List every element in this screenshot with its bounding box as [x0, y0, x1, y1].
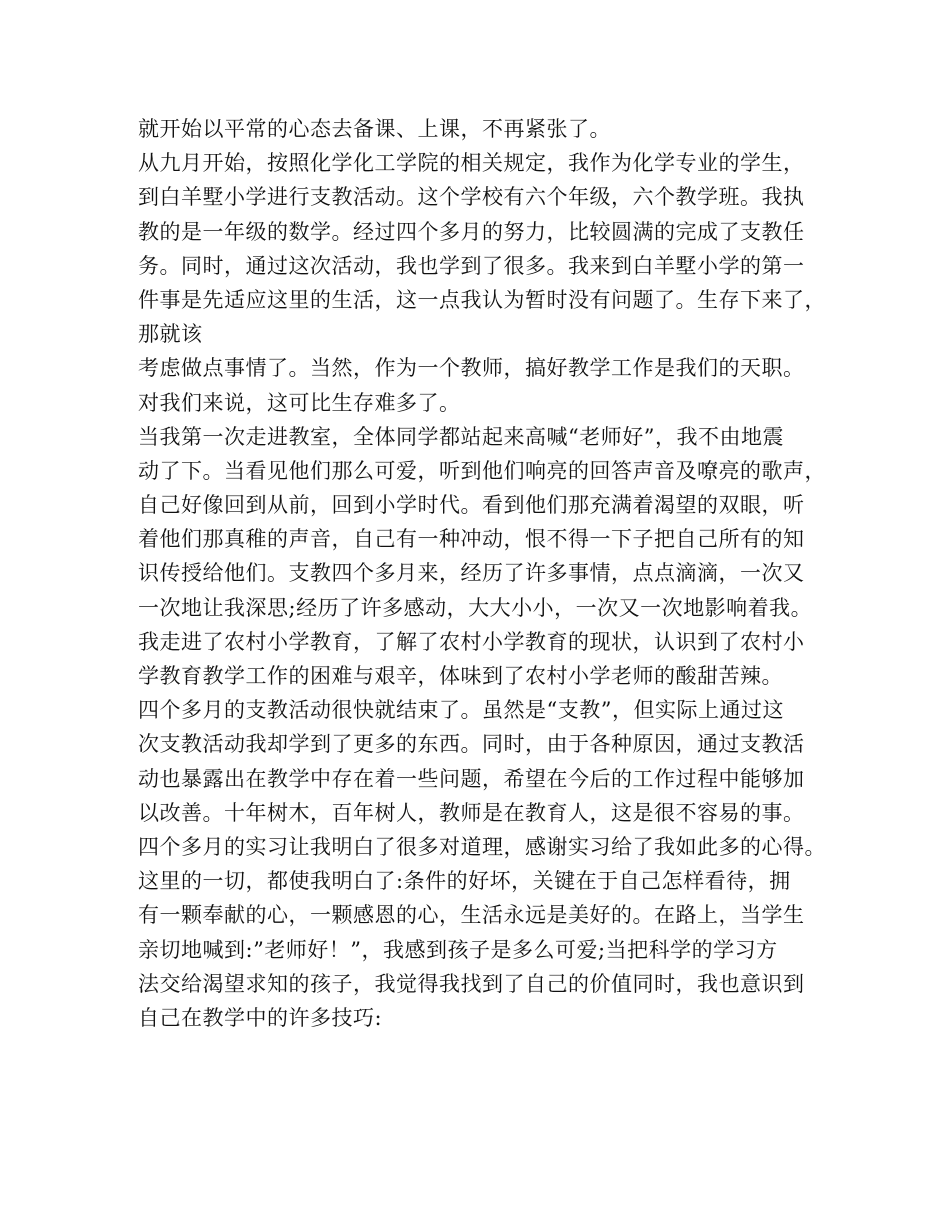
text-line: 动了下。当看见他们那么可爱，听到他们响亮的回答声音及嘹亮的歌声，	[138, 458, 826, 483]
text-line: 自己好像回到从前，回到小学时代。看到他们那充满着渴望的双眼，听	[138, 493, 805, 518]
text-line: 识传授给他们。支教四个多月来，经历了许多事情，点点滴滴，一次又	[138, 561, 805, 586]
text-line: 学教育教学工作的困难与艰辛，体味到了农村小学老师的酸甜苦辣。	[138, 664, 783, 688]
text-line: 件事是先适应这里的生活，这一点我认为暂时没有问题了。生存下来了，	[138, 287, 826, 312]
text-line: 对我们来说，这可比生存难多了。	[138, 390, 461, 415]
text-line: 着他们那真稚的声音，自己有一种冲动，恨不得一下子把自己所有的知	[138, 527, 805, 552]
text-line: 考虑做点事情了。当然，作为一个教师，搞好教学工作是我们的天职。	[138, 356, 805, 381]
text-line: 到白羊墅小学进行支教活动。这个学校有六个年级，六个教学班。我执	[138, 185, 805, 210]
text-line: 有一颗奉献的心，一颗感恩的心，生活永远是美好的。在路上，当学生	[138, 903, 805, 928]
text-line: 我走进了农村小学教育，了解了农村小学教育的现状，认识到了农村小	[138, 629, 805, 654]
text-line: 教的是一年级的数学。经过四个多月的努力，比较圆满的完成了支教任	[138, 219, 805, 244]
text-line: 亲切地喊到:”老师好！”，我感到孩子是多么可爱;当把科学的学习方	[138, 937, 778, 962]
text-line: 次支教活动我却学到了更多的东西。同时，由于各种原因，通过支教活	[138, 732, 805, 757]
text-line: 动也暴露出在教学中存在着一些问题，希望在今后的工作过程中能够加	[138, 766, 805, 791]
text-line: 四个多月的支教活动很快就结束了。虽然是“支教”，但实际上通过这	[138, 698, 784, 723]
text-line: 务。同时，通过这次活动，我也学到了很多。我来到白羊墅小学的第一	[138, 253, 805, 278]
text-line: 当我第一次走进教室，全体同学都站起来高喊“老师好”，我不由地震	[138, 424, 784, 449]
text-line: 四个多月的实习让我明白了很多对道理，感谢实习给了我如此多的心得。	[138, 834, 826, 859]
text-line: 一次地让我深思;经历了许多感动，大大小小，一次又一次地影响着我。	[138, 595, 813, 620]
document-body	[138, 112, 838, 1035]
text-line: 从九月开始，按照化学化工学院的相关规定，我作为化学专业的学生，	[138, 151, 805, 176]
text-line: 法交给渴望求知的孩子，我觉得我找到了自己的价值同时，我也意识到	[138, 971, 805, 996]
text-line: 以改善。十年树木，百年树人，教师是在教育人，这是很不容易的事。	[138, 800, 805, 825]
text-line: 自己在教学中的许多技巧:	[138, 1005, 383, 1030]
text-line: 那就该	[138, 322, 203, 347]
text-line: 这里的一切，都使我明白了:条件的好坏，关键在于自己怎样看待，拥	[138, 869, 791, 894]
text-line: 就开始以平常的心态去备课、上课，不再紧张了。	[138, 117, 611, 141]
